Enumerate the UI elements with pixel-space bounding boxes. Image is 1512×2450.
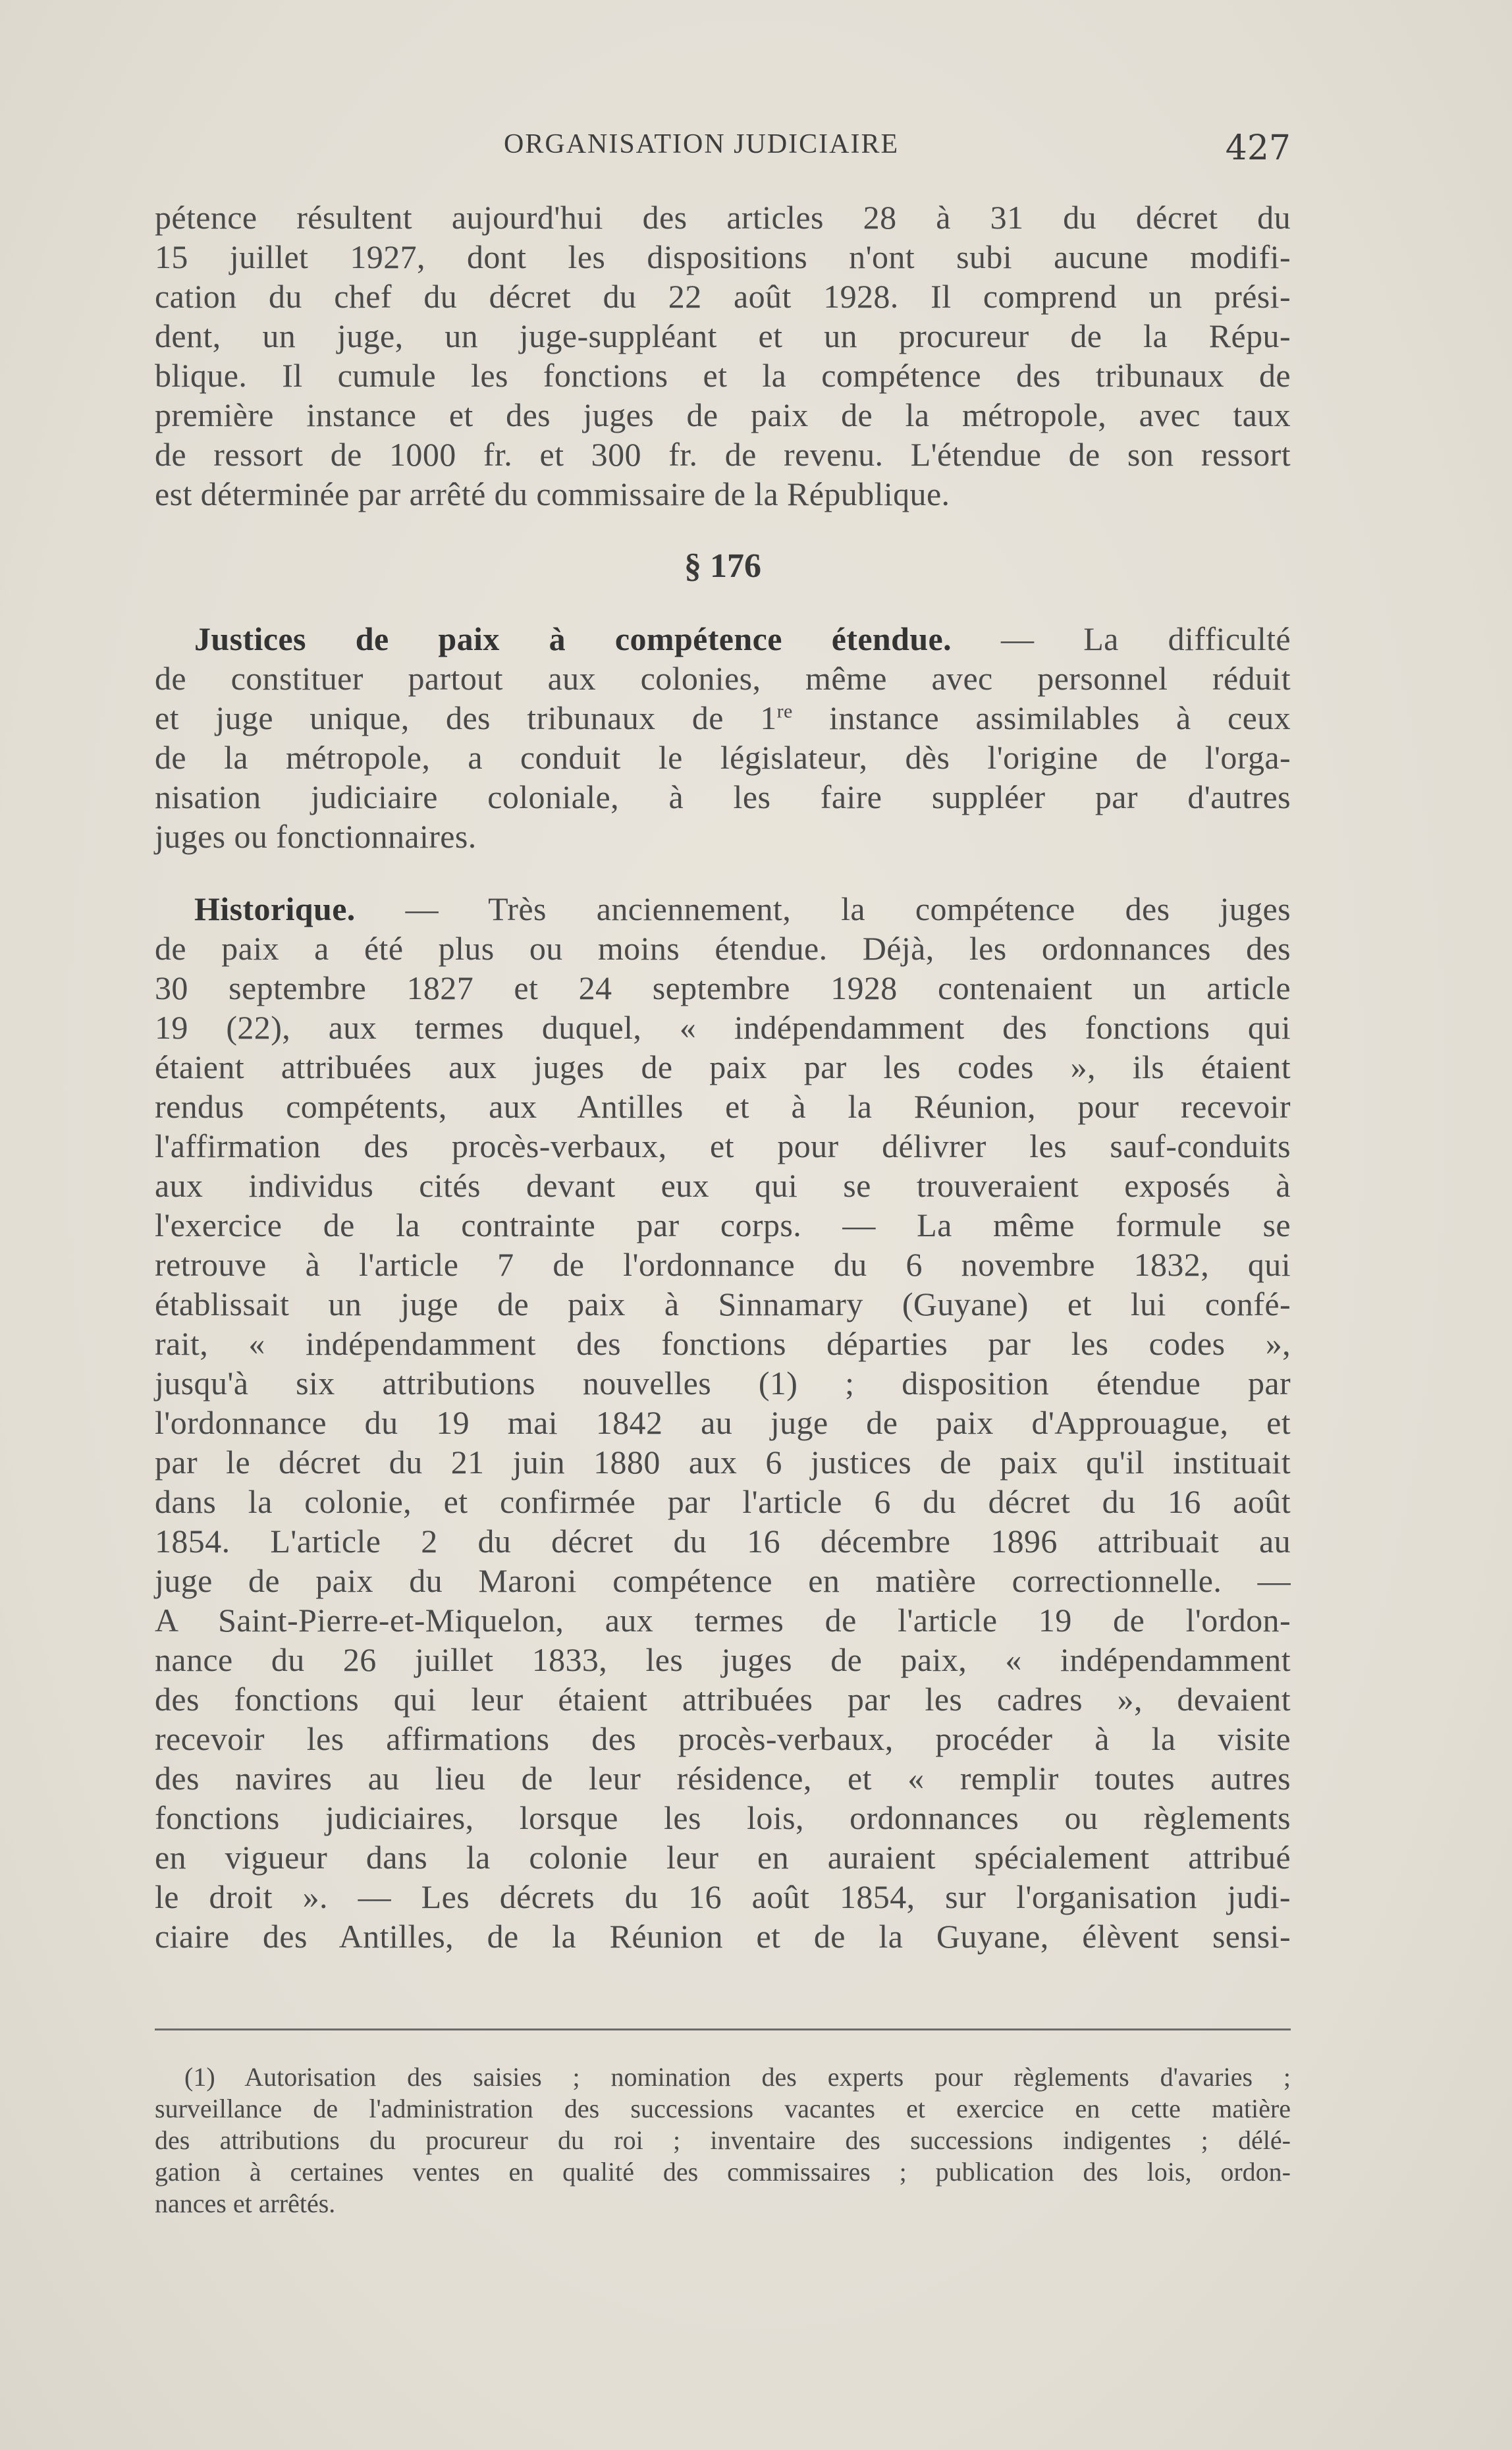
text-line	[155, 698, 1291, 738]
text-line: rendus compétents, aux Antilles et à la Réunion, pour recevoir	[155, 1088, 1291, 1125]
text-line: des fonctions qui leur étaient attribuées par les cadres », devaient	[155, 1681, 1291, 1718]
text-line: A Saint-Pierre-et-Miquelon, aux termes de l'article 19 de l'ordon-	[155, 1602, 1291, 1639]
paragraph-lead: Historique.	[194, 890, 356, 927]
text-fragment: — Très anciennement, la compétence des juges	[355, 890, 1291, 927]
footnote-line: surveillance de l'administration des successions vacantes et exercice en cette matière	[155, 2094, 1291, 2123]
text-line: aux individus cités devant eux qui se trouveraient exposés à	[155, 1167, 1291, 1204]
text-line: de la métropole, a conduit le législateur, dès l'origine de l'orga-	[155, 739, 1291, 776]
text-line: l'affirmation des procès-verbaux, et pour délivrer les sauf-conduits	[155, 1128, 1291, 1164]
text-line: de constituer partout aux colonies, même avec personnel réduit	[155, 660, 1291, 697]
text-line: par le décret du 21 juin 1880 aux 6 justices de paix qu'il instituait	[155, 1444, 1291, 1481]
text-line: rait, « indépendamment des fonctions départies par les codes »,	[155, 1325, 1291, 1362]
running-head	[155, 128, 1291, 168]
text-line: est déterminée par arrêté du commissaire de la République.	[155, 476, 950, 512]
text-line: l'ordonnance du 19 mai 1842 au juge de paix d'Approuague, et	[155, 1404, 1291, 1441]
paragraph-lead: Justices de paix à compétence étendue.	[194, 620, 952, 657]
text-line: dent, un juge, un juge-suppléant et un procureur de la Répu-	[155, 317, 1291, 354]
text-line: blique. Il cumule les fonctions et la compétence des tribunaux de	[155, 357, 1291, 394]
text-line: des navires au lieu de leur résidence, et « remplir toutes autres	[155, 1760, 1291, 1797]
text-line: cation du chef du décret du 22 août 1928. Il comprend un prési-	[155, 278, 1291, 315]
text-line: le droit ». — Les décrets du 16 août 1854, sur l'organisation judi-	[155, 1878, 1291, 1915]
footnote-line: nances et arrêtés.	[155, 2189, 336, 2218]
footnote-line: des attributions du procureur du roi ; inventaire des successions indigentes ; délé-	[155, 2125, 1291, 2155]
text-line	[155, 889, 1291, 929]
text-fragment: et juge unique, des tribunaux de 1	[155, 699, 777, 736]
text-line: recevoir les affirmations des procès-verbaux, procéder à la visite	[155, 1720, 1291, 1757]
text-line: pétence résultent aujourd'hui des articles 28 à 31 du décret du	[155, 199, 1291, 236]
text-line: 1854. L'article 2 du décret du 16 décembre 1896 attribuait au	[155, 1523, 1291, 1560]
text-fragment: instance assimilables à ceux	[792, 699, 1291, 736]
text-line: ciaire des Antilles, de la Réunion et de la Guyane, élèvent sensi-	[155, 1918, 1291, 1955]
text-fragment: — La difficulté	[952, 620, 1291, 657]
body-text	[155, 198, 1291, 1956]
text-line: retrouve à l'article 7 de l'ordonnance du 6 novembre 1832, qui	[155, 1246, 1291, 1283]
section-heading: § 176	[684, 547, 761, 585]
text-line: établissait un juge de paix à Sinnamary (Guyane) et lui confé-	[155, 1286, 1291, 1322]
text-line: l'exercice de la contrainte par corps. — La même formule se	[155, 1207, 1291, 1243]
text-line	[155, 619, 1291, 659]
footnote	[155, 2061, 1291, 2219]
text-line: jusqu'à six attributions nouvelles (1) ; disposition étendue par	[155, 1365, 1291, 1402]
footnote-line: gation à certaines ventes en qualité des commissaires ; publication des lois, ordon-	[155, 2157, 1291, 2187]
text-line: de ressort de 1000 fr. et 300 fr. de revenu. L'étendue de son ressort	[155, 436, 1291, 473]
text-line: première instance et des juges de paix de la métropole, avec taux	[155, 396, 1291, 433]
superscript: re	[776, 700, 793, 722]
footnote-rule	[155, 2028, 1291, 2030]
text-line: juge de paix du Maroni compétence en matière correctionnelle. —	[155, 1562, 1291, 1599]
text-line: nance du 26 juillet 1833, les juges de paix, « indépendamment	[155, 1641, 1291, 1678]
running-title: ORGANISATION JUDICIAIRE	[504, 129, 900, 159]
page-number: 427	[1225, 128, 1291, 168]
text-line: nisation judiciaire coloniale, à les faire suppléer par d'autres	[155, 778, 1291, 815]
footnote-line: (1) Autorisation des saisies ; nomination des experts pour règlements d'avaries ;	[184, 2062, 1291, 2092]
text-line: en vigueur dans la colonie leur en auraient spécialement attribué	[155, 1839, 1291, 1876]
paragraph-justices-de-paix	[155, 619, 1291, 856]
text-line: étaient attribuées aux juges de paix par les codes », ils étaient	[155, 1048, 1291, 1085]
paragraph-historique	[155, 889, 1291, 1956]
text-line: 19 (22), aux termes duquel, « indépendamment des fonctions qui	[155, 1009, 1291, 1046]
text-line: dans la colonie, et confirmée par l'article 6 du décret du 16 août	[155, 1483, 1291, 1520]
text-line: de paix a été plus ou moins étendue. Déjà, les ordonnances des	[155, 930, 1291, 967]
text-line: 30 septembre 1827 et 24 septembre 1928 contenaient un article	[155, 969, 1291, 1006]
paragraph-continuation	[155, 198, 1291, 514]
text-line: 15 juillet 1927, dont les dispositions n'ont subi aucune modifi-	[155, 238, 1291, 275]
text-line: fonctions judiciaires, lorsque les lois, ordonnances ou règlements	[155, 1799, 1291, 1836]
text-line: juges ou fonctionnaires.	[155, 818, 477, 855]
paragraph-gap	[155, 856, 1291, 889]
